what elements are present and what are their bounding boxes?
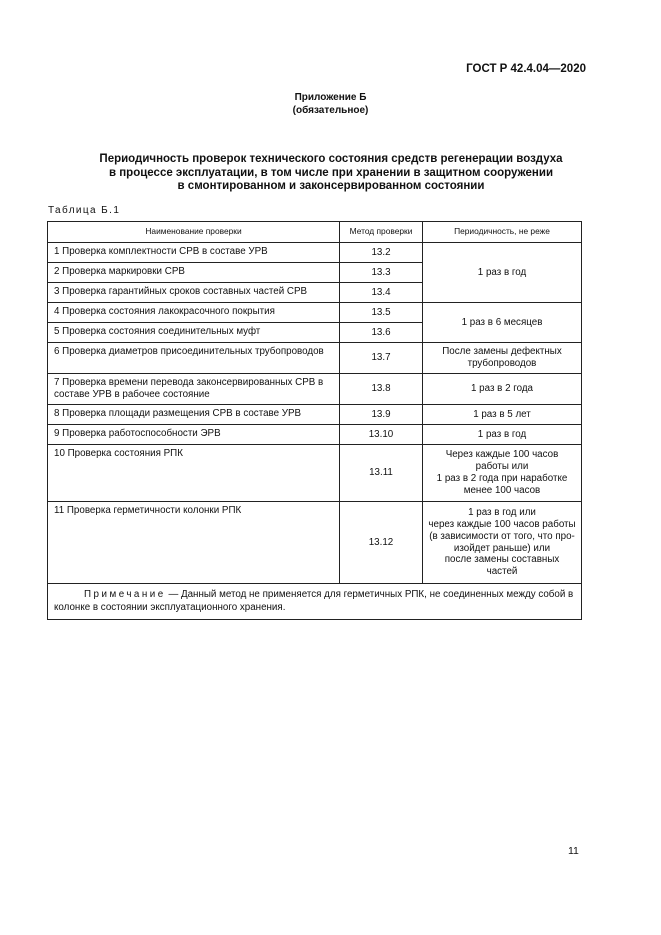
table-header-row: [48, 222, 582, 243]
table-row: [48, 374, 582, 405]
table-row: [48, 243, 582, 263]
check-method: 13.5: [340, 303, 423, 323]
document-code: ГОСТ Р 42.4.04—2020: [466, 63, 586, 75]
check-periodicity: 1 раз в 2 года: [423, 374, 582, 405]
period-line: после замены составных: [444, 554, 560, 566]
inspection-table: [47, 221, 582, 620]
table-row: [48, 303, 582, 323]
check-method: 13.2: [340, 243, 423, 263]
table-row: [48, 343, 582, 374]
header-method: Метод проверки: [340, 222, 423, 243]
check-method: 13.11: [340, 445, 423, 502]
check-name: 11 Проверка герметичности колонки РПК: [48, 502, 340, 584]
table-row: [48, 502, 582, 584]
check-name: 1 Проверка комплектности СРВ в составе УРВ: [48, 243, 340, 263]
table-note: [48, 584, 582, 620]
check-method: 13.6: [340, 323, 423, 343]
appendix-title: Приложение Б: [294, 92, 367, 103]
check-method: 13.4: [340, 283, 423, 303]
check-name: 8 Проверка площади размещения СРВ в составе УРВ: [48, 405, 340, 425]
period-line: работы или: [475, 461, 529, 473]
check-periodicity: 1 раз в 6 месяцев: [423, 303, 582, 343]
table-title: [60, 153, 602, 194]
check-name: 2 Проверка маркировки СРВ: [48, 263, 340, 283]
note-text: — Данный метод не применяется для герметичных РПК, не соединенных между собой в колонке в состоянии эксплуатационного хранения.: [54, 589, 574, 613]
check-method: 13.12: [340, 502, 423, 584]
table-row: [48, 405, 582, 425]
check-method: 13.10: [340, 425, 423, 445]
period-line: трубопроводов: [467, 358, 537, 369]
check-name: 10 Проверка состояния РПК: [48, 445, 340, 502]
check-method: 13.7: [340, 343, 423, 374]
note-label: Примечание: [84, 589, 166, 600]
page-number: 11: [568, 845, 579, 857]
period-line: менее 100 часов: [463, 484, 541, 496]
period-line: изойдет раньше) или: [453, 542, 551, 554]
check-name: 3 Проверка гарантийных сроков составных частей СРВ: [48, 283, 340, 303]
check-method: 13.3: [340, 263, 423, 283]
appendix-status: (обязательное): [292, 104, 369, 116]
check-method: 13.9: [340, 405, 423, 425]
title-line: в смонтированном и законсервированном состоянии: [177, 180, 485, 192]
period-line: 1 раз в год или: [468, 507, 536, 519]
header-periodicity: Периодичность, не реже: [423, 222, 582, 243]
table-row: [48, 445, 582, 502]
appendix-heading: [0, 92, 661, 117]
check-name: 7 Проверка времени перевода законсервированных СРВ в составе УРВ в рабочее состояние: [48, 374, 340, 405]
check-periodicity: 1 раз в год: [423, 243, 582, 303]
check-name: 5 Проверка состояния соединительных муфт: [48, 323, 340, 343]
check-periodicity: [423, 502, 582, 584]
check-periodicity: 1 раз в год: [423, 425, 582, 445]
check-periodicity: [423, 445, 582, 502]
check-periodicity: 1 раз в 5 лет: [423, 405, 582, 425]
check-name: 4 Проверка состояния лакокрасочного покрытия: [48, 303, 340, 323]
header-check-name: Наименование проверки: [48, 222, 340, 243]
title-line: Периодичность проверок технического состояния средств регенерации воздуха: [99, 153, 563, 165]
check-name: 6 Проверка диаметров присоединительных трубопроводов: [48, 343, 340, 374]
check-periodicity: [423, 343, 582, 374]
period-line: После замены дефектных: [442, 346, 562, 358]
check-name: 9 Проверка работоспособности ЭРВ: [48, 425, 340, 445]
period-line: через каждые 100 часов работы: [428, 518, 576, 530]
period-line: Через каждые 100 часов: [445, 449, 559, 461]
table-caption: Таблица Б.1: [48, 205, 121, 216]
period-line: 1 раз в 2 года при наработке: [436, 473, 568, 484]
table-note-row: [48, 584, 582, 620]
period-line: (в зависимости от того, что про-: [429, 530, 575, 542]
table-row: [48, 425, 582, 445]
check-method: 13.8: [340, 374, 423, 405]
period-line: частей: [486, 566, 518, 578]
title-line: в процессе эксплуатации, в том числе при хранении в защитном сооружении: [108, 166, 554, 179]
